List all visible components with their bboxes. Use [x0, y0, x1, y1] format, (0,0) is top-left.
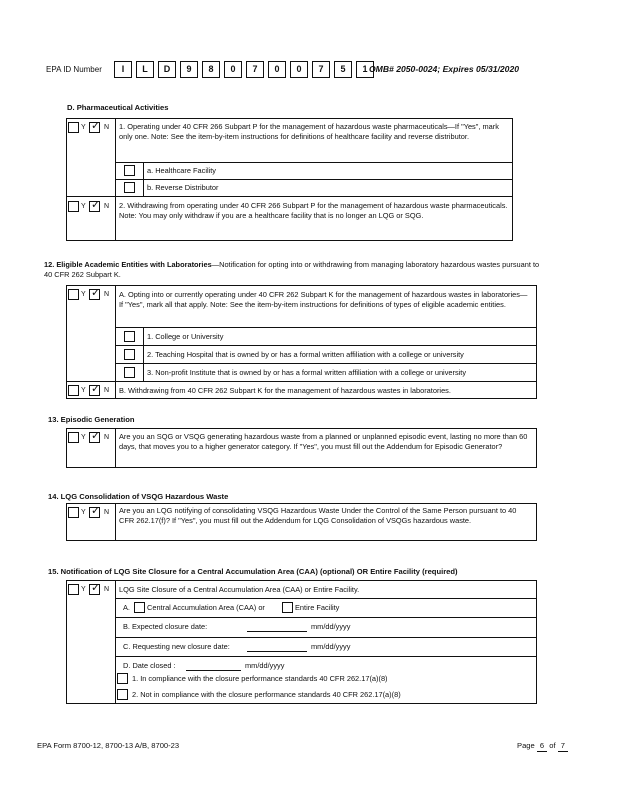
epa-id-digit: L	[136, 61, 154, 78]
college-university-label: 1. College or University	[147, 332, 224, 341]
yes-label: Y	[81, 586, 86, 593]
epa-id-digit: 0	[290, 61, 308, 78]
section-13-yes-checkbox[interactable]	[68, 432, 79, 443]
section-14-no-checkbox[interactable]	[89, 507, 100, 518]
check-icon: ✓	[91, 199, 101, 211]
epa-id-digit: 7	[312, 61, 330, 78]
compliance-label: 1. In compliance with the closure performance standards 40 CFR 262.17(a)(8)	[132, 674, 388, 683]
section-13-no-checkbox[interactable]	[89, 432, 100, 443]
yes-label: Y	[81, 434, 86, 441]
section-d-item2-yes-checkbox[interactable]	[68, 201, 79, 212]
section-14-yes-checkbox[interactable]	[68, 507, 79, 518]
yes-label: Y	[81, 387, 86, 394]
epa-id-digit: D	[158, 61, 176, 78]
check-icon: ✓	[91, 120, 101, 132]
new-closure-format: mm/dd/yyyy	[311, 642, 351, 651]
expected-closure-date-field[interactable]	[247, 631, 307, 632]
section-12-a-text: A. Opting into or currently operating under 40 CFR 262 Subpart K for the management of hazardous wastes in laboratories— If "Yes", mark all that apply. Note: See the item-by-item instructions for definitions of types of eligible academic entities.	[119, 290, 528, 309]
no-label: N	[104, 203, 110, 210]
section-15-yes-checkbox[interactable]	[68, 584, 79, 595]
non-compliance-checkbox[interactable]	[117, 689, 128, 700]
no-label: N	[104, 291, 110, 298]
section-14-title: 14. LQG Consolidation of VSQG Hazardous Waste	[48, 492, 229, 501]
section-15-no-checkbox[interactable]	[89, 584, 100, 595]
section-d-item1-text: 1. Operating under 40 CFR 266 Subpart P for the management of hazardous waste pharmaceuticals—If "Yes", mark only one. Note: See the item-by-item instructions for definitions of healthcare facility and reverse distributor.	[119, 122, 499, 141]
section-d-item1-yes-checkbox[interactable]	[68, 122, 79, 133]
section-12-b-yes-checkbox[interactable]	[68, 385, 79, 396]
section-12-a-no-checkbox[interactable]	[89, 289, 100, 300]
section-13-text: Are you an SQG or VSQG generating hazardous waste from a planned or unplanned episodic event, lasting no more than 60 days, that moves you to a higher generator category. If "Yes", you must fill out the Addendum for Episodic Generator?	[119, 432, 528, 451]
yes-label: Y	[81, 509, 86, 516]
section-14-text: Are you an LQG notifying of consolidating VSQG Hazardous Waste Under the Control of the Same Person pursuant to 40 CFR 262.17(f)? If "Yes", you must fill out the Addendum for LQG Consolidation of VSQGs hazardous waste.	[119, 506, 517, 525]
teaching-hospital-checkbox[interactable]	[124, 349, 135, 360]
yes-label: Y	[81, 124, 86, 131]
date-closed-field[interactable]	[186, 670, 241, 671]
section-13-title: 13. Episodic Generation	[48, 415, 135, 424]
teaching-hospital-label: 2. Teaching Hospital that is owned by or has a formal written affiliation with a college or university	[147, 350, 464, 359]
no-label: N	[104, 124, 110, 131]
page-indicator: Page 6 of 7	[517, 741, 568, 752]
epa-id-digit: 0	[268, 61, 286, 78]
new-closure-date-field[interactable]	[247, 651, 307, 652]
healthcare-facility-label: a. Healthcare Facility	[147, 166, 217, 175]
section-12-b-text: B. Withdrawing from 40 CFR 262 Subpart K for the management of hazardous wastes in laboratories.	[119, 386, 451, 395]
section-d-item1-no-checkbox[interactable]	[89, 122, 100, 133]
epa-id-digit: 0	[224, 61, 242, 78]
section-15-main-text: LQG Site Closure of a Central Accumulation Area (CAA) or Entire Facility.	[119, 585, 360, 594]
epa-id-digit: 5	[334, 61, 352, 78]
section-d-item2-text: 2. Withdrawing from operating under 40 CFR 266 Subpart P for the management of hazardous waste pharmaceuticals. Note: You may only withdraw if you are a healthcare facility that is no longer an LQG or SQG.	[119, 201, 508, 220]
no-label: N	[104, 434, 110, 441]
omb-number: OMB# 2050-0024; Expires 05/31/2020	[369, 64, 520, 74]
no-label: N	[104, 387, 110, 394]
caa-checkbox[interactable]	[134, 602, 145, 613]
nonprofit-institute-label: 3. Non-profit Institute that is owned by or has a formal written affiliation with a college or university	[147, 368, 467, 377]
epa-id-digit: 9	[180, 61, 198, 78]
section-12-title: 12. Eligible Academic Entities with Laboratories—Notification for opting into or withdrawing from managing laboratory hazardous wastes pursuant to 40 CFR 262 Subpart K.	[44, 260, 540, 279]
section-d-title: D. Pharmaceutical Activities	[67, 103, 169, 112]
check-icon: ✓	[91, 505, 101, 517]
section-d-item2-no-checkbox[interactable]	[89, 201, 100, 212]
entire-facility-checkbox[interactable]	[282, 602, 293, 613]
caa-label: Central Accumulation Area (CAA) or	[147, 603, 265, 612]
section-12-b-no-checkbox[interactable]	[89, 385, 100, 396]
new-closure-label: C. Requesting new closure date:	[123, 642, 230, 651]
epa-id-digit: 8	[202, 61, 220, 78]
nonprofit-institute-checkbox[interactable]	[124, 367, 135, 378]
epa-id-digit: I	[114, 61, 132, 78]
check-icon: ✓	[91, 383, 101, 395]
check-icon: ✓	[91, 582, 101, 594]
section-15-title: 15. Notification of LQG Site Closure for a Central Accumulation Area (CAA) (optional) OR Entire Facility (required)	[48, 567, 458, 576]
healthcare-facility-checkbox[interactable]	[124, 165, 135, 176]
date-closed-format: mm/dd/yyyy	[245, 661, 285, 670]
expected-closure-label: B. Expected closure date:	[123, 622, 208, 631]
reverse-distributor-checkbox[interactable]	[124, 182, 135, 193]
check-icon: ✓	[91, 430, 101, 442]
non-compliance-label: 2. Not in compliance with the closure performance standards 40 CFR 262.17(a)(8)	[132, 690, 401, 699]
date-closed-label: D. Date closed :	[123, 661, 176, 670]
college-university-checkbox[interactable]	[124, 331, 135, 342]
expected-closure-format: mm/dd/yyyy	[311, 622, 351, 631]
epa-id-digit: 1	[356, 61, 374, 78]
yes-label: Y	[81, 203, 86, 210]
no-label: N	[104, 586, 110, 593]
section-12-a-yes-checkbox[interactable]	[68, 289, 79, 300]
check-icon: ✓	[91, 287, 101, 299]
compliance-checkbox[interactable]	[117, 673, 128, 684]
no-label: N	[104, 509, 110, 516]
entire-facility-label: Entire Facility	[295, 603, 340, 612]
epa-id-label: EPA ID Number	[46, 65, 102, 74]
form-number: EPA Form 8700-12, 8700-13 A/B, 8700-23	[37, 741, 180, 750]
section-15-a-prefix: A.	[123, 603, 130, 612]
yes-label: Y	[81, 291, 86, 298]
reverse-distributor-label: b. Reverse Distributor	[147, 183, 219, 192]
epa-id-digit: 7	[246, 61, 264, 78]
